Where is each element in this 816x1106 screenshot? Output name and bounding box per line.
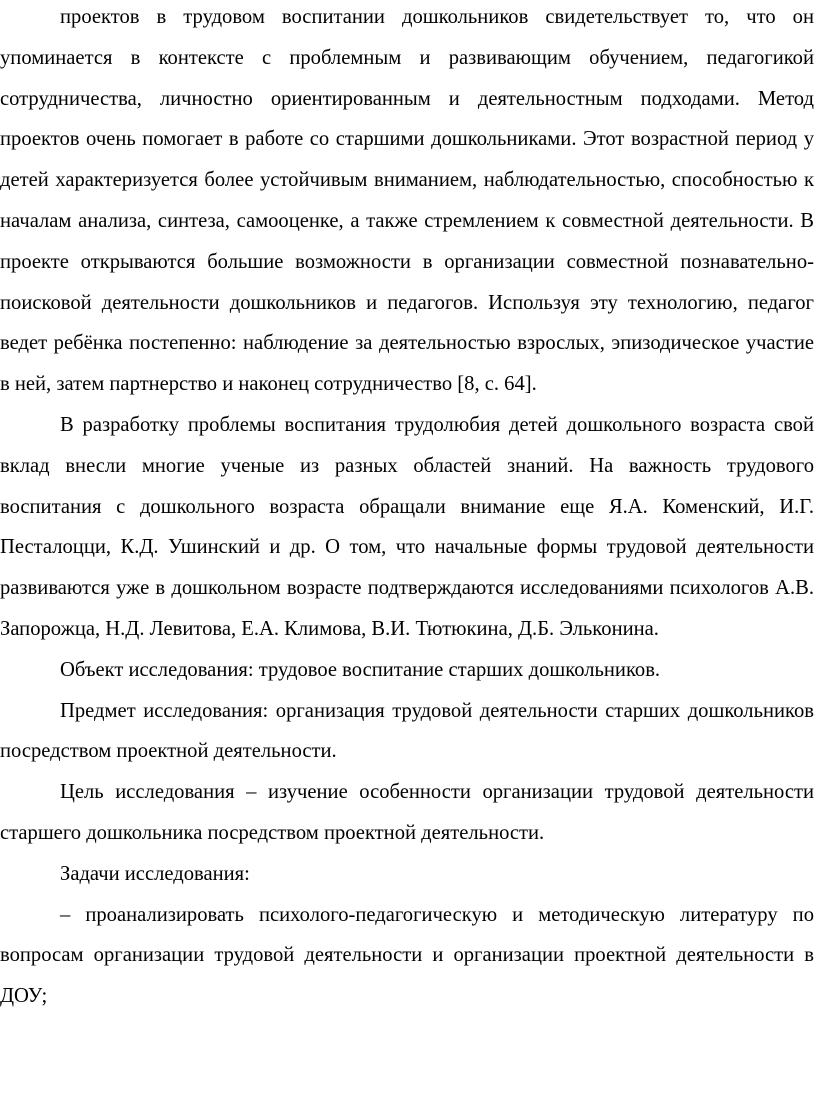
paragraph-research-tasks-heading: Задачи исследования: xyxy=(60,862,250,885)
paragraph-research-task-item: – проанализировать психолого-педагогическую и методическую литературу по вопросам организации трудовой деятельности и организации проектной деятельности в ДОУ; xyxy=(0,903,814,1008)
paragraph-research-object: Объект исследования: трудовое воспитание старших дошкольников. xyxy=(60,658,661,681)
paragraph-research-goal: Цель исследования – изучение особенности организации трудовой деятельности старшего дошкольника посредством проектной деятельности. xyxy=(0,781,814,844)
paragraph-research-subject: Предмет исследования: организация трудовой деятельности старших дошкольников посредством проектной деятельности. xyxy=(0,699,814,763)
paragraph-project-method: проектов в трудовом воспитании дошкольников свидетельствует то, что он упоминается в контексте с проблемным и развивающим обучением, педагогикой сотрудничества, личностно ориентированным и деятельностным подходами. Метод проектов очень помогает в работе со старшими дошкольниками. Этот возрастной период у детей характеризуется более устойчивым вниманием, наблюдательностью, способностью к началам анализа, синтеза, самооценке, а также стремлением к совместной деятельности. В проекте открываются большие возможности в организации совместной познавательно-поисковой деятельности дошкольников и педагогов. Используя эту технологию, педагог ведет ребёнка постепенно: наблюдение за деятельностью взрослых, эпизодическое участие в ней, затем партнерство и наконец сотрудничество [8, с. 64]. xyxy=(0,6,814,396)
paragraph-labor-education-history: В разработку проблемы воспитания трудолюбия детей дошкольного возраста свой вклад внесли многие ученые из разных областей знаний. На важность трудового воспитания с дошкольного возраста обращали внимание еще Я.А. Коменский, И.Г. Песталоцци, К.Д. Ушинский и др. О том, что начальные формы трудовой деятельности развиваются уже в дошкольном возрасте подтверждаются исследованиями психологов А.В. Запорожца, Н.Д. Левитова, Е.А. Климова, В.И. Тютюкина, Д.Б. Эльконина. xyxy=(0,413,814,640)
